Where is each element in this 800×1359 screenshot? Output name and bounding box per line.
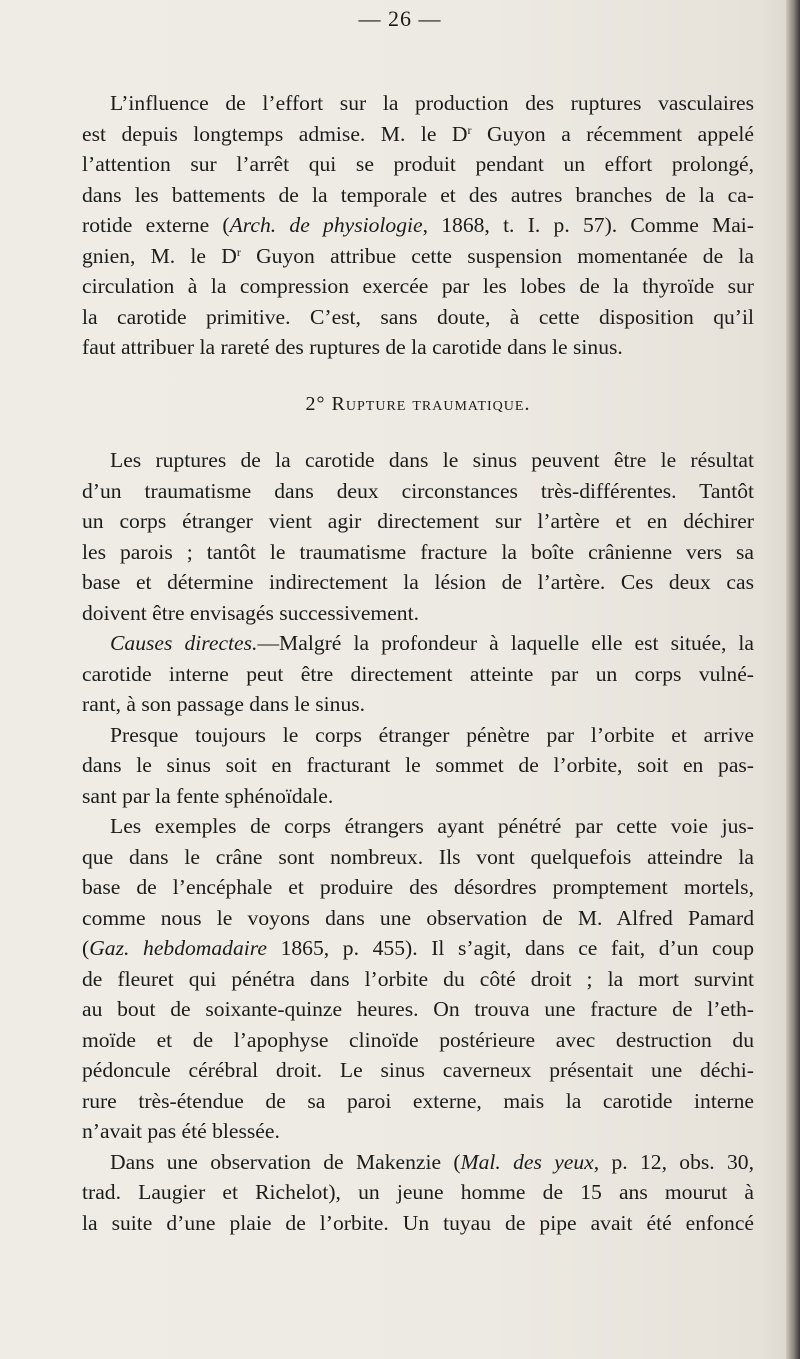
paragraph-makenzie [82, 1147, 754, 1239]
paragraph-causes-directes [82, 628, 754, 720]
text-line: est depuis longtemps admise. M. le $D^r$ Guyon a récemment appelé [82, 121, 754, 146]
text-line: circulation à la compression exercée par les lobes de la thyroïde sur [82, 274, 754, 298]
text-line: Les ruptures de la carotide dans le sinus peuvent être le résultat [110, 448, 754, 472]
section-heading [82, 389, 754, 420]
paragraph-ruptures [82, 445, 754, 628]
text-line: de fleuret qui pénétra dans l’orbite du côté droit ; la mort survint [82, 966, 754, 991]
text-line: L’influence de l’effort sur la production des ruptures vasculaires [110, 91, 754, 115]
text-line: un corps étranger vient agir directement sur l’artère et en déchirer [82, 509, 754, 533]
text-line: que dans le crâne sont nombreux. Ils vont quelquefois atteindre la [82, 844, 754, 869]
page-edge-shadow [786, 0, 800, 1359]
text-line: la carotide primitive. C’est, sans doute, à cette disposition qu’il [82, 304, 754, 329]
text-line: sant par la fente sphénoïdale. [82, 783, 334, 808]
text-line: d’un traumatisme dans deux circonstances très-différentes. Tantôt [82, 478, 754, 503]
text-line: la suite d’une plaie de l’orbite. Un tuyau de pipe avait été enfoncé [82, 1210, 754, 1235]
text-line: moïde et de l’apophyse clinoïde postérieure avec destruction du [82, 1027, 754, 1052]
text-line: comme nous le voyons dans une observation de M. Alfred Pamard [82, 905, 754, 930]
text-line: gnien, M. le $D^r$ Guyon attribue cette suspension momentanée de la [82, 243, 754, 268]
paragraph-exemples [82, 811, 754, 1147]
text-line: les parois ; tantôt le traumatisme fracture la boîte crânienne vers sa [82, 539, 754, 564]
text-line: au bout de soixante-quinze heures. On trouva une fracture de l’eth- [82, 997, 754, 1021]
citation: Gaz. hebdomadaire [89, 936, 267, 960]
text-line: base de l’encéphale et produire des désordres promptement mortels, [82, 875, 754, 899]
text-line: rant, à son passage dans le sinus. [82, 692, 366, 716]
text-line: carotide interne peut être directement atteinte par un corps vulné- [82, 661, 754, 686]
text-line: Dans une observation de Makenzie (Mal. des yeux, p. 12, obs. 30, [110, 1149, 754, 1174]
text-line: dans les battements de la temporale et des autres branches de la ca- [82, 182, 754, 207]
text-line: trad. Laugier et Richelot), un jeune homme de 15 ans mourut à [82, 1180, 754, 1204]
text-line: faut attribuer la rareté des ruptures de la carotide dans le sinus. [82, 335, 623, 359]
text-line: (Gaz. hebdomadaire 1865, p. 455). Il s’agit, dans ce fait, d’un coup [82, 936, 754, 960]
text-line: Presque toujours le corps étranger pénètre par l’orbite et arrive [110, 722, 754, 747]
page-number: — 26 — [358, 6, 442, 31]
text-line: Causes directes.—Malgré la profondeur à laquelle elle est située, la [110, 631, 755, 655]
text-line: rure très-étendue de sa paroi externe, mais la carotide interne [82, 1088, 754, 1113]
citation: Arch. de physiologie [229, 213, 423, 237]
text-line: l’attention sur l’arrêt qui se produit pendant un effort prolongé, [82, 152, 754, 176]
subheading-italic: Causes directes. [110, 631, 258, 655]
text-line: dans le sinus soit en fracturant le sommet de l’orbite, soit en pas- [82, 753, 754, 777]
text-line: doivent être envisagés successivement. [82, 600, 419, 625]
section-number: 2° [305, 392, 326, 415]
paragraph-orbite [82, 720, 754, 812]
text-line: Les exemples de corps étrangers ayant pénétré par cette voie jus- [110, 814, 754, 838]
text-line: rotide externe (Arch. de physiologie, 1868, t. I. p. 57). Comme Mai- [82, 213, 754, 237]
body-text [82, 88, 754, 1238]
paragraph-effort [82, 88, 754, 363]
citation: Mal. des yeux [460, 1149, 594, 1174]
text-line: pédoncule cérébral droit. Le sinus caverneux présentait une déchi- [82, 1058, 754, 1082]
text-line: base et détermine indirectement la lésion de l’artère. Ces deux cas [82, 570, 754, 594]
text-line: n’avait pas été blessée. [82, 1119, 280, 1143]
section-title: Rupture traumatique. [331, 392, 531, 415]
